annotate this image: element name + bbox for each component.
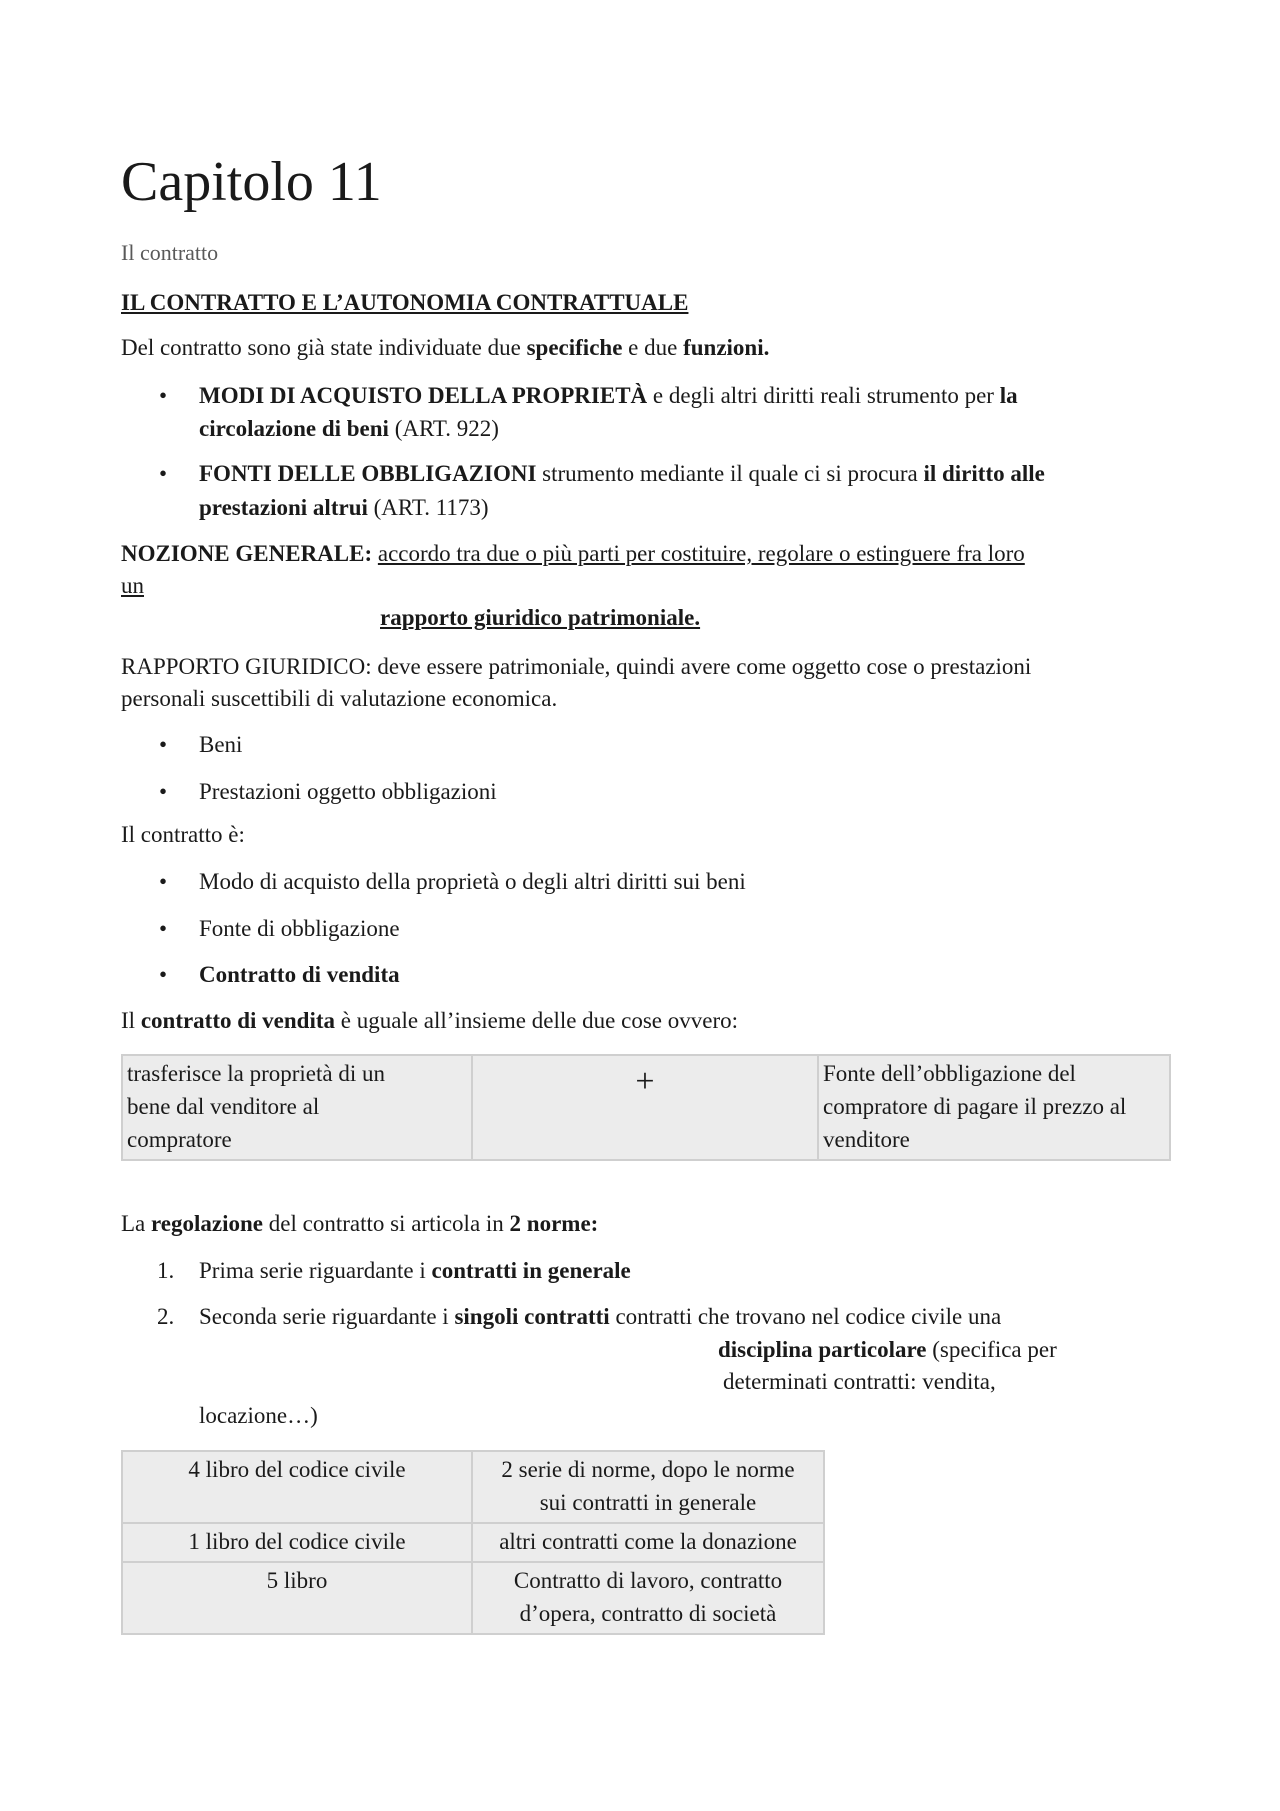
- contratto-e-line: Il contratto è:: [121, 822, 245, 847]
- table-cell: Contratto di lavoro, contratto d’opera, contratto di società: [472, 1562, 824, 1634]
- intro-paragraph: Del contratto sono già state individuate due specifiche e due funzioni.: [121, 335, 770, 360]
- nozione-paragraph: NOZIONE GENERALE: accordo tra due o più parti per costituire, regolare o estinguere fra loro: [121, 541, 1025, 566]
- table-cell: 5 libro: [122, 1562, 472, 1634]
- table-cell: trasferisce la proprietà di un bene dal venditore al compratore: [122, 1055, 472, 1160]
- table-row: [122, 1562, 824, 1634]
- nozione-line-3: rapporto giuridico patrimoniale.: [380, 605, 701, 630]
- vendita-table: [121, 1054, 1171, 1161]
- page-title: Capitolo 11: [121, 151, 382, 213]
- table-cell: 4 libro del codice civile: [122, 1451, 472, 1523]
- norme-continuation-2: determinati contratti: vendita,: [723, 1369, 996, 1394]
- table-cell: 1 libro del codice civile: [122, 1523, 472, 1562]
- norme-continuation-1: disciplina particolare (specifica per: [718, 1337, 1057, 1362]
- table-cell: Fonte dell’obbligazione del compratore di pagare il prezzo al venditore: [818, 1055, 1170, 1160]
- codice-table: [121, 1450, 825, 1635]
- table-cell: 2 serie di norme, dopo le norme sui contratti in generale: [472, 1451, 824, 1523]
- rapporto-line-2: personali suscettibili di valutazione economica.: [121, 686, 558, 711]
- page-subtitle: Il contratto: [121, 240, 219, 265]
- rapporto-line-1: RAPPORTO GIURIDICO: deve essere patrimoniale, quindi avere come oggetto cose o prestazioni: [121, 654, 1032, 679]
- table-row: [122, 1055, 1170, 1160]
- norme-continuation-3: locazione…): [199, 1403, 318, 1428]
- vendita-paragraph: Il contratto di vendita è uguale all’insieme delle due cose ovvero:: [121, 1008, 739, 1033]
- regolazione-paragraph: La regolazione del contratto si articola in 2 norme:: [121, 1211, 599, 1236]
- table-row: [122, 1451, 824, 1523]
- table-cell: altri contratti come la donazione: [472, 1523, 824, 1562]
- table-row: [122, 1523, 824, 1562]
- nozione-line-2: un: [121, 573, 144, 598]
- section-heading: IL CONTRATTO E L’AUTONOMIA CONTRATTUALE: [121, 290, 689, 315]
- plus-cell: +: [472, 1055, 818, 1160]
